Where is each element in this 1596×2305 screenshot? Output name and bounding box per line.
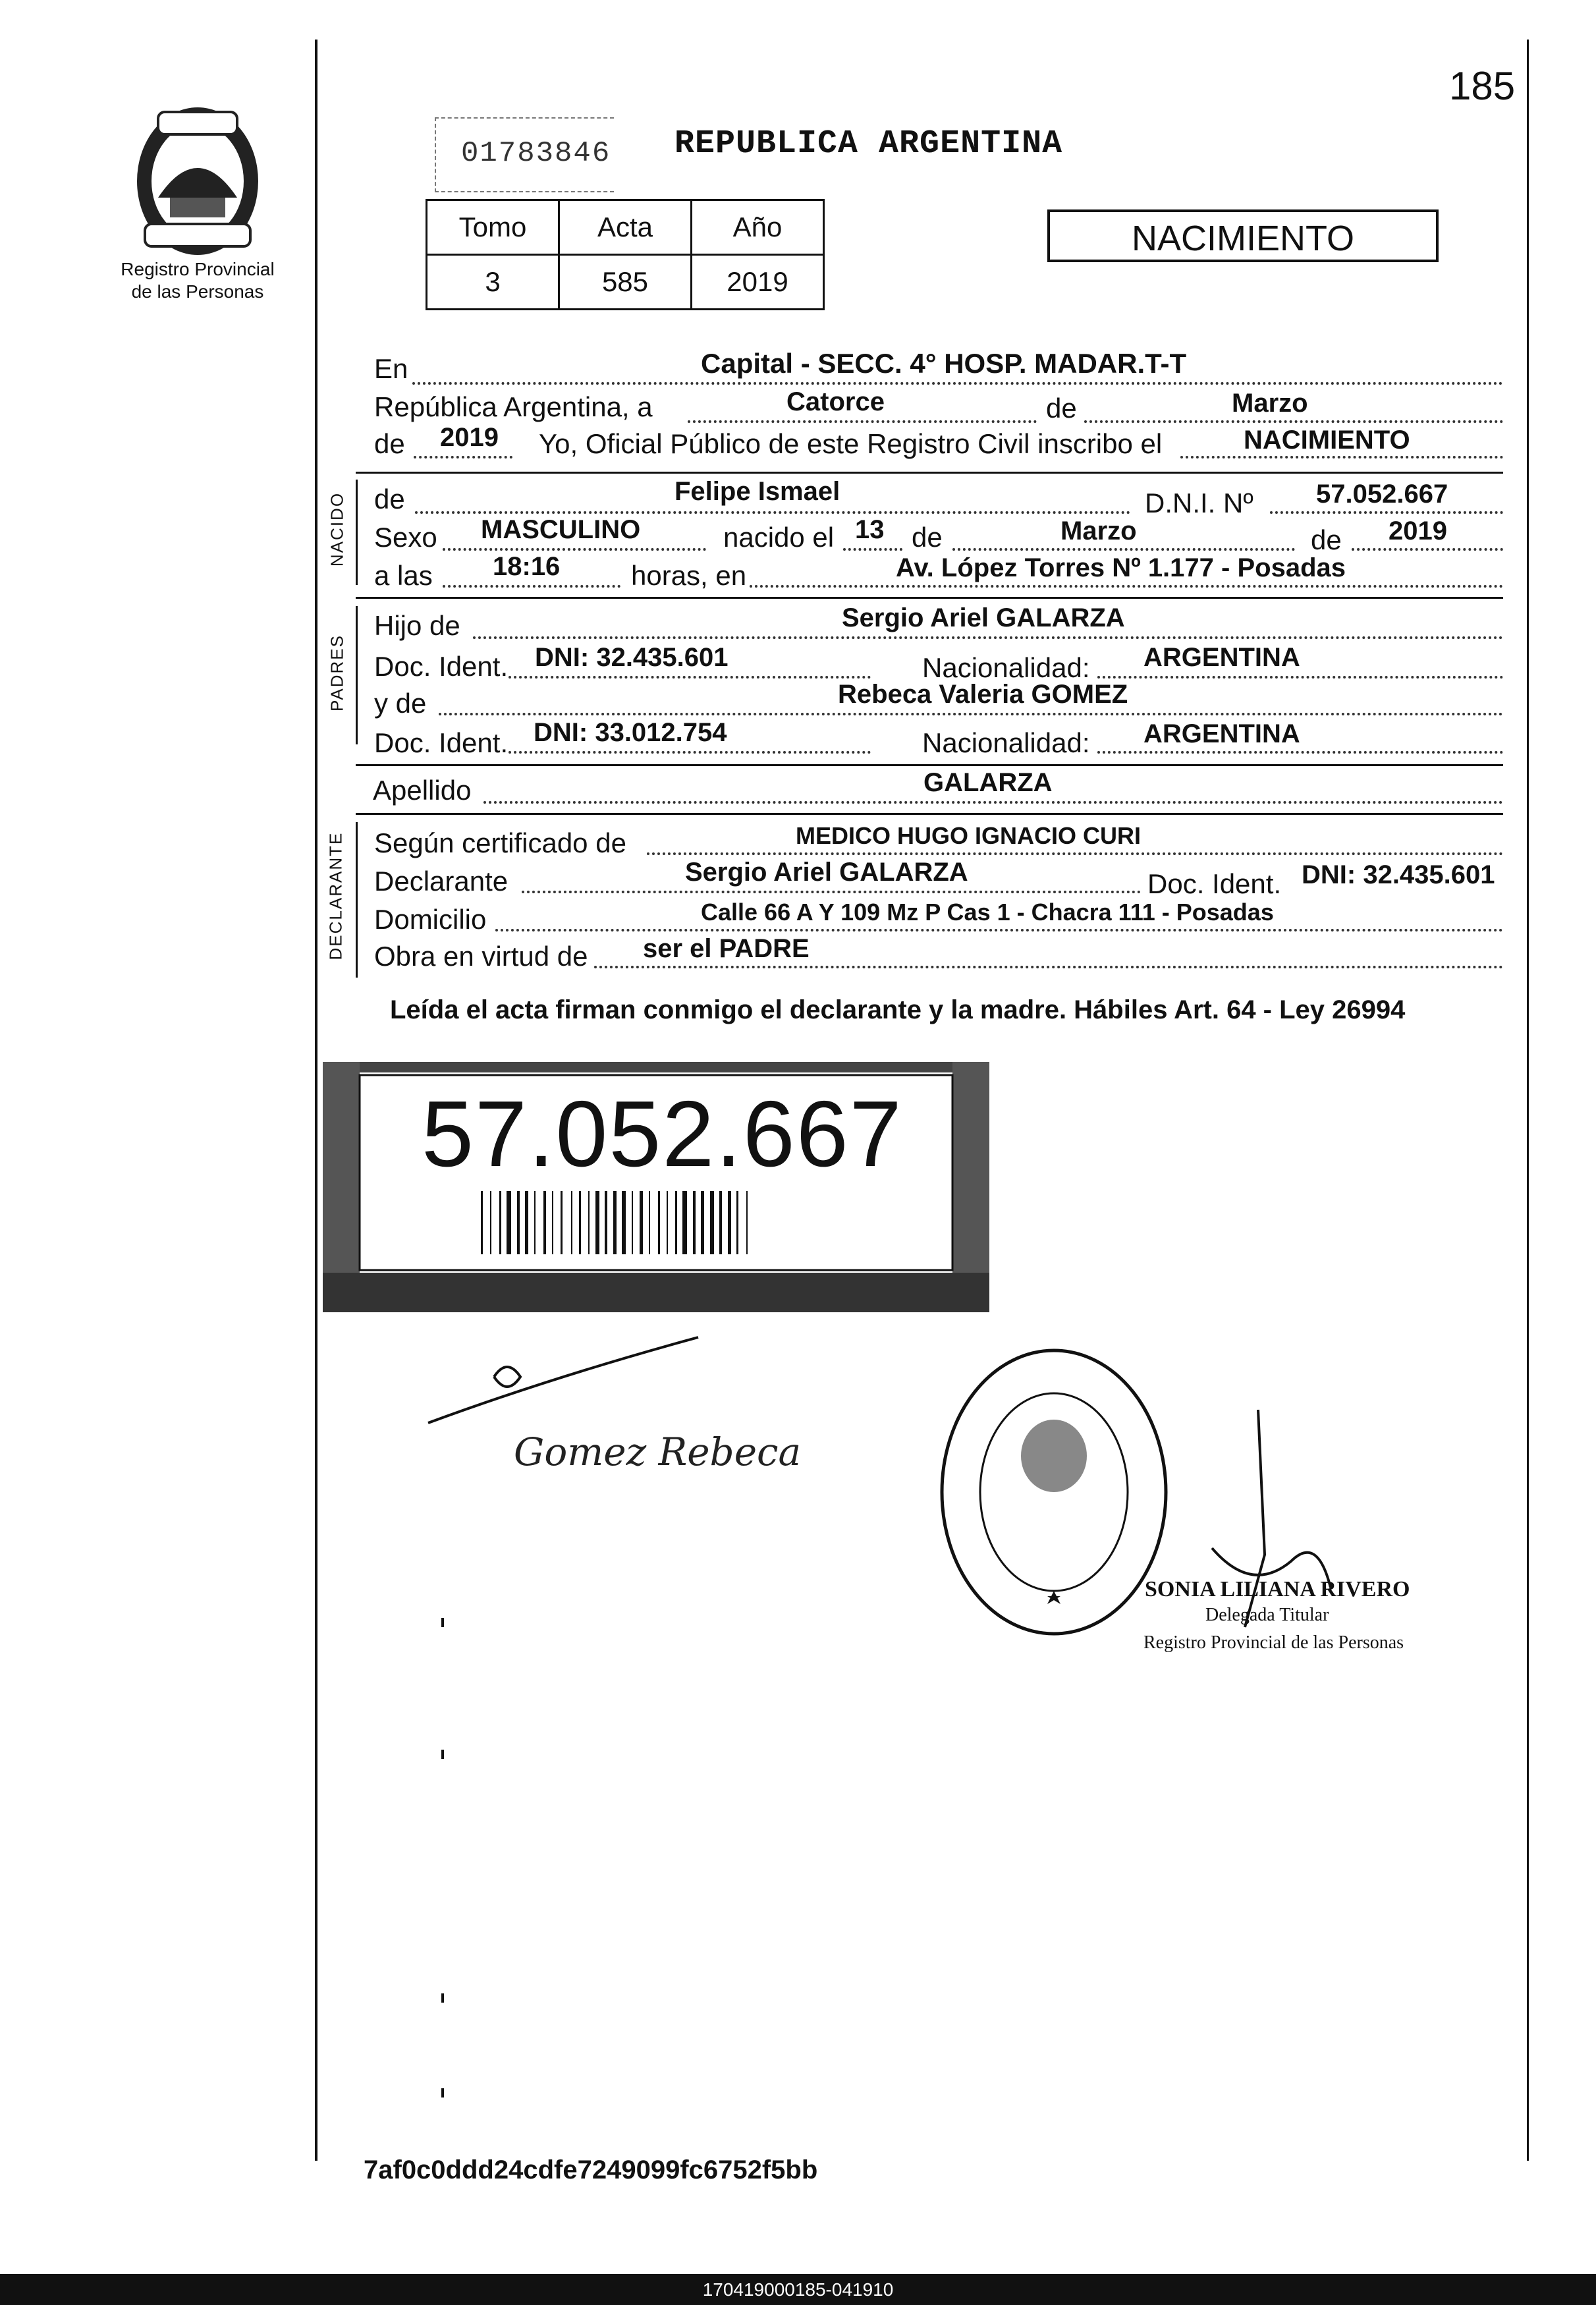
section-divider bbox=[356, 764, 1503, 766]
dotted-line bbox=[509, 676, 871, 679]
dotted-line bbox=[952, 548, 1295, 551]
margin-tick bbox=[441, 1993, 444, 2003]
margin-tick bbox=[441, 2088, 444, 2097]
margin-tick bbox=[441, 1618, 444, 1627]
barcode-bar bbox=[490, 1191, 491, 1254]
y-de-label: y de bbox=[374, 688, 427, 719]
cert-value: MEDICO HUGO IGNACIO CURI bbox=[796, 822, 1142, 849]
anio-value: 2019 bbox=[692, 255, 824, 310]
dotted-line bbox=[412, 382, 1503, 385]
barcode-bar bbox=[746, 1191, 748, 1254]
birth-year: 2019 bbox=[1389, 516, 1447, 545]
decl-doc-value: DNI: 32.435.601 bbox=[1302, 860, 1495, 889]
father-name: Sergio Ariel GALARZA bbox=[842, 603, 1125, 632]
barcode-bar bbox=[632, 1191, 633, 1254]
registry-logo bbox=[119, 99, 277, 264]
section-divider bbox=[356, 813, 1503, 815]
barcode-bar bbox=[667, 1191, 668, 1254]
nacido-label: nacido el bbox=[723, 522, 835, 553]
en-label: En bbox=[374, 353, 408, 384]
father-nationality: ARGENTINA bbox=[1143, 643, 1300, 672]
barcode-bar bbox=[543, 1191, 546, 1254]
acta-header: Acta bbox=[559, 200, 692, 255]
signatory-office: Registro Provincial de las Personas bbox=[1143, 1632, 1404, 1653]
closing-statement: Leída el acta firman conmigo el declarante y la madre. Hábiles Art. 64 - Ley 26994 bbox=[390, 995, 1406, 1024]
barcode-bar bbox=[693, 1191, 696, 1254]
nacido-section-label: NACIDO bbox=[327, 491, 347, 567]
margin-tick bbox=[441, 1750, 444, 1759]
domicilio-value: Calle 66 A Y 109 Mz P Cas 1 - Chacra 111 - Posadas bbox=[701, 899, 1274, 926]
barcode-bar bbox=[675, 1191, 677, 1254]
barcode-bar bbox=[682, 1191, 687, 1254]
place-value: Capital - SECC. 4° HOSP. MADAR.T-T bbox=[701, 348, 1187, 379]
dotted-line bbox=[1084, 420, 1503, 423]
section-bar bbox=[356, 480, 358, 585]
mother-doc: DNI: 33.012.754 bbox=[534, 718, 727, 747]
declarante-section-label: DECLARANTE bbox=[325, 831, 346, 960]
record-type-box: NACIMIENTO bbox=[1047, 209, 1439, 262]
decl-doc-label: Doc. Ident. bbox=[1147, 868, 1282, 899]
father-doc: DNI: 32.435.601 bbox=[535, 643, 729, 672]
barcode-bar bbox=[552, 1191, 553, 1254]
right-margin-line bbox=[1527, 40, 1529, 2161]
barcode-bar bbox=[728, 1191, 731, 1254]
tomo-acta-table bbox=[426, 199, 825, 310]
declarante-value: Sergio Ariel GALARZA bbox=[685, 858, 968, 887]
signatory-role: Delegada Titular bbox=[1205, 1605, 1329, 1625]
dotted-line bbox=[688, 420, 1037, 423]
section-bar bbox=[356, 606, 358, 744]
de-label-2: de bbox=[374, 428, 405, 459]
registry-caption-line2: de las Personas bbox=[131, 281, 264, 302]
document-heading: REPUBLICA ARGENTINA bbox=[674, 125, 1063, 163]
month-value: Marzo bbox=[1232, 389, 1308, 418]
de-label: de bbox=[374, 484, 405, 514]
barcode-bar bbox=[640, 1191, 643, 1254]
dotted-line bbox=[647, 852, 1503, 855]
barcode-bar bbox=[622, 1191, 626, 1254]
barcode-bar bbox=[561, 1191, 563, 1254]
dotted-line bbox=[1097, 676, 1503, 679]
signature-declarante bbox=[422, 1324, 725, 1509]
declarante-label: Declarante bbox=[374, 866, 509, 897]
birth-hour: 18:16 bbox=[493, 552, 561, 581]
footer-code-bar: 170419000185-041910 bbox=[0, 2274, 1596, 2305]
dotted-line bbox=[473, 636, 1503, 639]
doc-label-2: Doc. Ident. bbox=[374, 727, 509, 758]
nacionalidad-label-2: Nacionalidad: bbox=[922, 727, 1090, 758]
section-bar bbox=[356, 822, 358, 978]
dotted-line bbox=[415, 511, 1130, 514]
barcode-bar bbox=[649, 1191, 650, 1254]
barcode-bar bbox=[701, 1191, 704, 1254]
section-divider bbox=[356, 472, 1503, 474]
section-divider bbox=[356, 597, 1503, 599]
serial-number: 01783846 bbox=[461, 137, 611, 170]
birth-month: Marzo bbox=[1060, 516, 1137, 545]
barcode-bar bbox=[719, 1191, 722, 1254]
dni-label: D.N.I. Nº bbox=[1145, 487, 1253, 518]
barcode-bar bbox=[595, 1191, 599, 1254]
padres-section-label: PADRES bbox=[327, 634, 347, 711]
dotted-line bbox=[594, 966, 1503, 968]
dotted-line bbox=[495, 929, 1503, 931]
barcode-bar bbox=[605, 1191, 607, 1254]
barcode-bar bbox=[571, 1191, 572, 1254]
barcode-bar bbox=[517, 1191, 520, 1254]
event-value: NACIMIENTO bbox=[1244, 426, 1410, 455]
dotted-line bbox=[1180, 456, 1503, 458]
mother-name: Rebeca Valeria GOMEZ bbox=[838, 680, 1128, 709]
child-dni: 57.052.667 bbox=[1316, 480, 1448, 509]
dotted-line bbox=[443, 585, 620, 588]
dotted-line bbox=[443, 548, 706, 551]
barcode-bar bbox=[499, 1191, 501, 1254]
registry-caption bbox=[86, 258, 310, 303]
barcode-bar bbox=[525, 1191, 528, 1254]
barcode-bar bbox=[710, 1191, 714, 1254]
horas-label: horas, en bbox=[631, 560, 747, 591]
birth-place: Av. López Torres Nº 1.177 - Posadas bbox=[896, 553, 1346, 582]
page-number: 185 bbox=[1449, 64, 1516, 108]
obra-value: ser el PADRE bbox=[643, 934, 810, 963]
de-label: de bbox=[912, 522, 943, 553]
dotted-line bbox=[439, 713, 1503, 715]
dotted-line bbox=[750, 585, 1503, 588]
barcode-bar bbox=[481, 1191, 483, 1254]
dotted-line bbox=[509, 751, 871, 754]
dotted-line bbox=[843, 548, 902, 551]
registry-caption-line1: Registro Provincial bbox=[121, 259, 275, 279]
barcode-bar bbox=[613, 1191, 617, 1254]
barcode-bar bbox=[579, 1191, 581, 1254]
anio-header: Año bbox=[692, 200, 824, 255]
mother-signature-text: Gomez Rebeca bbox=[514, 1430, 802, 1474]
sexo-label: Sexo bbox=[374, 522, 437, 553]
inscribo-text: Yo, Oficial Público de este Registro Civil inscribo el bbox=[539, 428, 1163, 459]
a-las-label: a las bbox=[374, 560, 433, 591]
tomo-value: 3 bbox=[427, 255, 559, 310]
barcode-bar bbox=[736, 1191, 738, 1254]
day-value: Catorce bbox=[786, 387, 885, 416]
dotted-line bbox=[414, 456, 512, 458]
domicilio-label: Domicilio bbox=[374, 904, 487, 935]
de-label: de bbox=[1046, 393, 1077, 424]
official-stamp bbox=[935, 1344, 1172, 1640]
year-value: 2019 bbox=[440, 423, 499, 452]
apellido-label: Apellido bbox=[373, 775, 472, 806]
dotted-line bbox=[1352, 548, 1503, 551]
acta-value: 585 bbox=[559, 255, 692, 310]
tomo-header: Tomo bbox=[427, 200, 559, 255]
document-hash: 7af0c0ddd24cdfe7249099fc6752f5bb bbox=[364, 2155, 818, 2184]
de-label-2: de bbox=[1311, 524, 1342, 555]
sexo-value: MASCULINO bbox=[481, 515, 641, 544]
apellido-value: GALARZA bbox=[923, 768, 1053, 797]
barcode-bar bbox=[534, 1191, 536, 1254]
barcode-bar bbox=[588, 1191, 590, 1254]
dotted-line bbox=[483, 801, 1503, 804]
mother-nationality: ARGENTINA bbox=[1143, 719, 1300, 748]
hijo-label: Hijo de bbox=[374, 610, 460, 641]
birth-day: 13 bbox=[855, 515, 885, 544]
barcode-number: 57.052.667 bbox=[422, 1082, 903, 1186]
nacionalidad-label: Nacionalidad: bbox=[922, 652, 1090, 683]
dotted-line bbox=[1097, 751, 1503, 754]
left-margin-line bbox=[315, 40, 317, 2161]
child-name: Felipe Ismael bbox=[674, 477, 840, 506]
signatory-name: SONIA LILIANA RIVERO bbox=[1145, 1577, 1410, 1601]
republic-label: República Argentina, a bbox=[374, 391, 653, 422]
barcode-bar bbox=[507, 1191, 511, 1254]
cert-label: Según certificado de bbox=[374, 827, 626, 858]
dotted-line bbox=[522, 891, 1141, 893]
obra-label: Obra en virtud de bbox=[374, 941, 588, 972]
dotted-line bbox=[1270, 511, 1503, 514]
barcode-bar bbox=[658, 1191, 660, 1254]
doc-label: Doc. Ident. bbox=[374, 651, 509, 682]
